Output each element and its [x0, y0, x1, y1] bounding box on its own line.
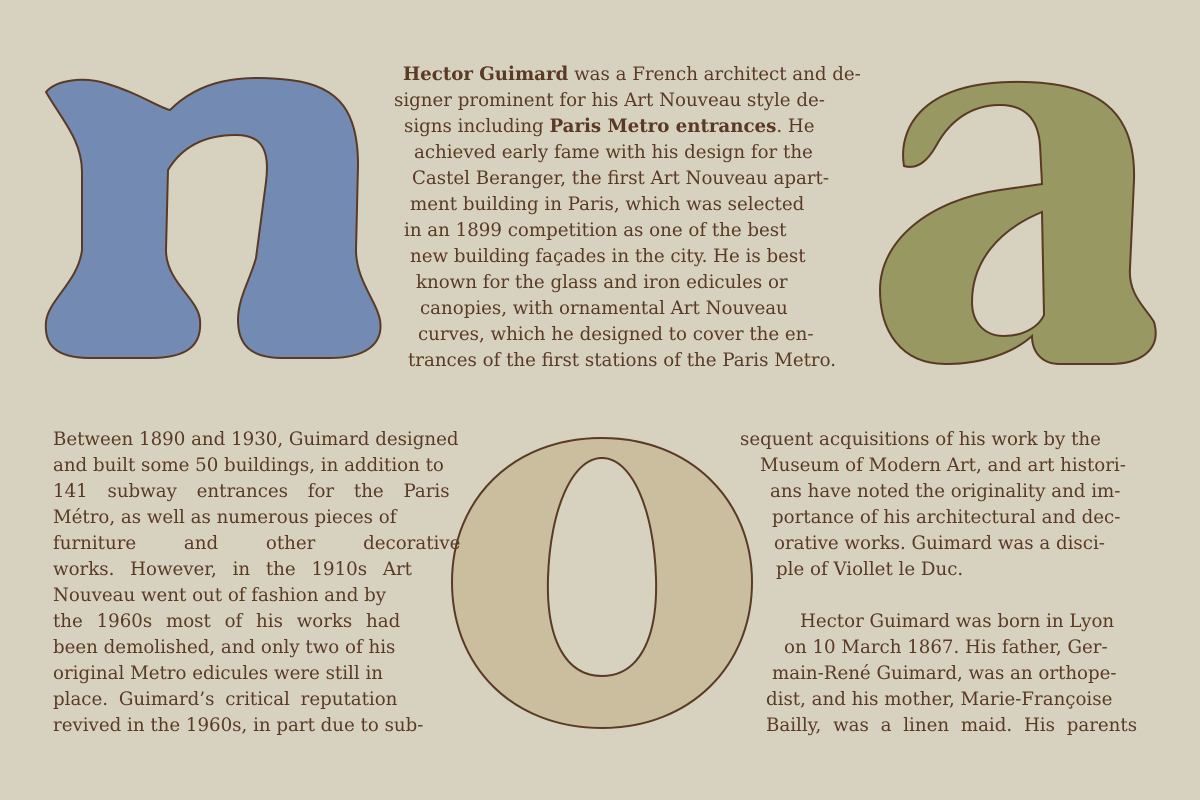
right-line: portance of his architectural and dec- [772, 507, 1121, 528]
top-line: achieved early fame with his design for the [414, 142, 813, 163]
left-line: 141 subway entrances for the Paris [53, 481, 450, 502]
right-line: dist, and his mother, Marie-Françoise [766, 689, 1113, 710]
line-text: . He [776, 116, 815, 137]
top-line: trances of the first stations of the Paris Metro. [408, 350, 837, 371]
top-line: known for the glass and iron edicules or [416, 272, 788, 293]
right-line: Museum of Modern Art, and art histori- [760, 455, 1126, 476]
right-line: Bailly, was a linen maid. His parents [766, 715, 1138, 736]
bold-name: Hector Guimard [403, 64, 569, 85]
left-line: Métro, as well as numerous pieces of [53, 507, 397, 528]
right-line: main-René Guimard, was an orthope- [772, 663, 1117, 684]
left-line: revived in the 1960s, in part due to sub- [53, 715, 424, 736]
top-line: signer prominent for his Art Nouveau style de- [394, 90, 825, 111]
line-text: signs including [404, 116, 550, 137]
letter-n-shape [46, 78, 381, 358]
top-line: new building façades in the city. He is best [410, 246, 806, 267]
left-line: place. Guimard’s critical reputation [53, 689, 398, 710]
letter-a-glyph [875, 75, 1165, 370]
letter-a-shape [880, 82, 1156, 364]
left-line: Between 1890 and 1930, Guimard designed [53, 429, 459, 450]
top-line [403, 62, 861, 88]
line-text: was a French architect and de- [568, 64, 861, 85]
right-line: ans have noted the originality and im- [770, 481, 1121, 502]
top-line: curves, which he designed to cover the en- [418, 324, 814, 345]
left-line: the 1960s most of his works had [53, 611, 401, 632]
top-line: Castel Beranger, the first Art Nouveau apart- [412, 168, 829, 189]
left-line: furniture and other decorative [53, 533, 461, 554]
top-line: canopies, with ornamental Art Nouveau [420, 298, 788, 319]
letter-o-glyph [445, 430, 765, 735]
letter-o-shape [452, 438, 752, 728]
right-line: Hector Guimard was born in Lyon [800, 611, 1115, 632]
left-line: been demolished, and only two of his [53, 637, 396, 658]
left-line: Nouveau went out of fashion and by [53, 585, 387, 606]
left-line: works. However, in the 1910s Art [53, 559, 412, 580]
left-line: original Metro edicules were still in [53, 663, 383, 684]
letter-n-glyph [40, 70, 390, 370]
top-line: in an 1899 competition as one of the best [404, 220, 787, 241]
top-line [404, 114, 815, 140]
right-line: sequent acquisitions of his work by the [740, 429, 1101, 450]
right-line: on 10 March 1867. His father, Ger- [784, 637, 1108, 658]
top-line: ment building in Paris, which was selected [410, 194, 805, 215]
bold-phrase: Paris Metro entrances [549, 116, 777, 137]
right-line: ple of Viollet le Duc. [776, 559, 964, 580]
left-line: and built some 50 buildings, in addition to [53, 455, 444, 476]
right-line: orative works. Guimard was a disci- [774, 533, 1105, 554]
